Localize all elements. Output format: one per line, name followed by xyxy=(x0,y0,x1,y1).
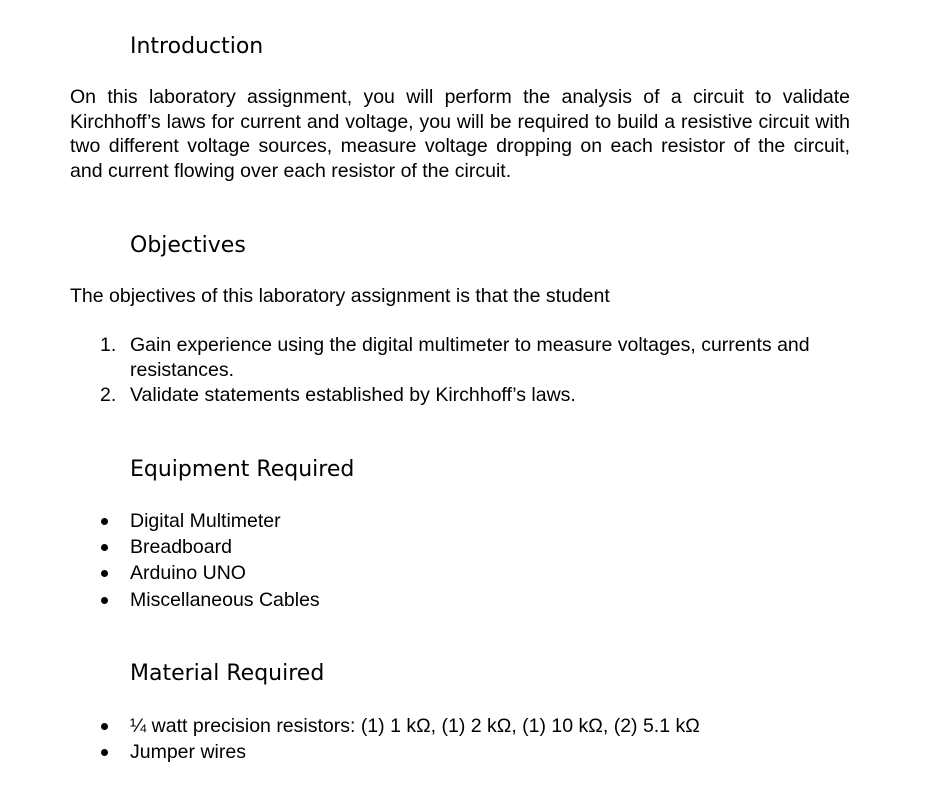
list-item-text: Arduino UNO xyxy=(130,562,246,584)
bullet-icon xyxy=(101,570,108,577)
list-item-text: Validate statements established by Kirchhoff’s laws. xyxy=(130,384,576,406)
list-marker: 1. xyxy=(100,334,117,356)
bullet-icon xyxy=(101,544,108,551)
bullet-icon xyxy=(101,518,108,525)
objectives-intro: The objectives of this laboratory assignment is that the student xyxy=(70,285,610,307)
section-title: Objectives xyxy=(130,233,246,258)
introduction-paragraph: On this laboratory assignment, you will perform the analysis of a circuit to validate Kirchhoff’s laws for current and voltage, you will be required to build a resistive circuit with two different voltage sources, measure voltage dropping on each resistor of the circuit, and current flowing over each resistor of the circuit. xyxy=(70,86,850,182)
bullet-icon xyxy=(101,749,108,756)
section-title: Material Required xyxy=(130,661,325,686)
list-item-text: Gain experience using the digital multimeter to measure voltages, currents and resistances. xyxy=(130,334,810,381)
list-item-text: Digital Multimeter xyxy=(130,510,281,532)
list-item-text: Breadboard xyxy=(130,536,232,558)
list-item-text: Jumper wires xyxy=(130,741,246,763)
bullet-icon xyxy=(101,597,108,604)
bullet-icon xyxy=(101,723,108,730)
section-title: Introduction xyxy=(130,34,264,59)
list-item-text: Miscellaneous Cables xyxy=(130,589,320,611)
list-item-text: ¼ watt precision resistors: (1) 1 kΩ, (1) 2 kΩ, (1) 10 kΩ, (2) 5.1 kΩ xyxy=(130,715,700,737)
section-title: Equipment Required xyxy=(130,457,355,482)
list-marker: 2. xyxy=(100,384,117,406)
